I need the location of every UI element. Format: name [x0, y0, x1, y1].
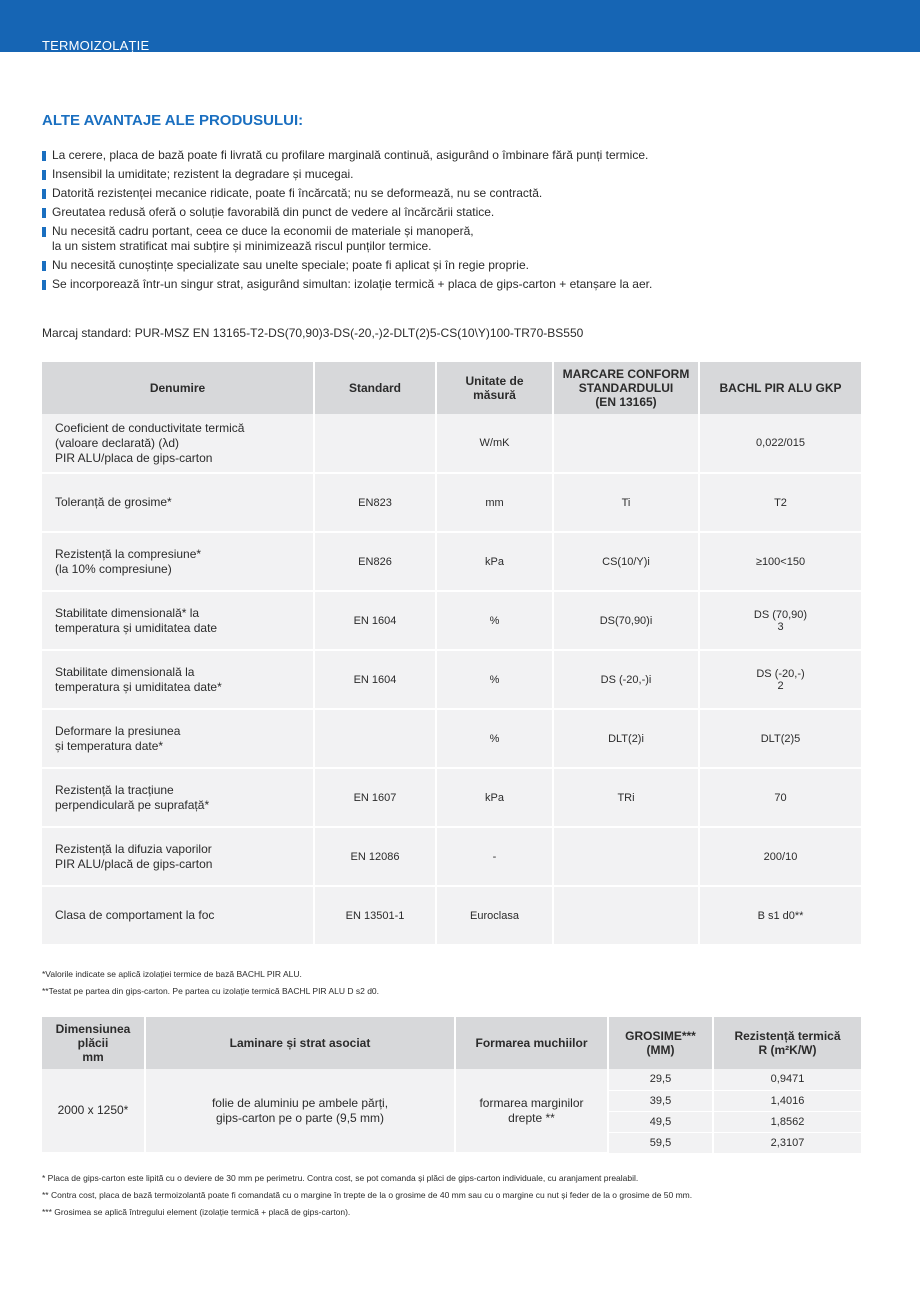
standard-cell: EN 1607 [314, 768, 436, 827]
column-header: Laminare și strat asociat [145, 1017, 455, 1069]
dimensions-table [42, 1017, 861, 1154]
value-cell: B s1 d0** [699, 886, 861, 945]
value-cell: DS (70,90) 3 [699, 591, 861, 650]
marking-cell: DLT(2)i [553, 709, 699, 768]
unit-cell: kPa [436, 532, 553, 591]
list-item: Nu necesită cunoștințe specializate sau unelte speciale; poate fi aplicat și în regie proprie. [42, 258, 652, 273]
lamination-cell: folie de aluminiu pe ambele părți, gips-carton pe o parte (9,5 mm) [145, 1069, 455, 1153]
unit-cell: kPa [436, 768, 553, 827]
table-header-row [42, 362, 861, 414]
column-header: Unitate de măsură [436, 362, 553, 414]
standard-cell: EN823 [314, 473, 436, 532]
property-name-cell: Stabilitate dimensională* la temperatura și umiditatea date [42, 591, 314, 650]
property-name-cell: Toleranță de grosime* [42, 473, 314, 532]
footnote: **Testat pe partea din gips-carton. Pe partea cu izolație termică BACHL PIR ALU D s2 d0. [42, 986, 380, 996]
advantages-list [42, 148, 652, 296]
property-name-cell: Stabilitate dimensională la temperatura și umiditatea date* [42, 650, 314, 709]
properties-table [42, 362, 861, 946]
footnote: *Valorile indicate se aplică izolației termice de bază BACHL PIR ALU. [42, 969, 302, 979]
property-name-cell: Rezistență la tracțiune perpendiculară pe suprafață* [42, 768, 314, 827]
column-header: Dimensiunea plăcii mm [42, 1017, 145, 1069]
marking-cell: CS(10/Y)i [553, 532, 699, 591]
standard-cell: EN 1604 [314, 591, 436, 650]
marking-cell [553, 414, 699, 473]
list-item: Se incorporează într-un singur strat, asigurând simultan: izolație termică + placa de gips-carton + etanșare la aer. [42, 277, 652, 292]
standard-cell: EN 13501-1 [314, 886, 436, 945]
standard-cell: EN 1604 [314, 650, 436, 709]
column-header: Denumire [42, 362, 314, 414]
unit-cell: W/mK [436, 414, 553, 473]
properties-notes [42, 966, 379, 1000]
column-header: Formarea muchiilor [455, 1017, 608, 1069]
unit-cell: % [436, 591, 553, 650]
footnote: *** Grosimea se aplică întregului element (izolație termică + placă de gips-carton). [42, 1207, 351, 1217]
marking-cell: Ti [553, 473, 699, 532]
property-name-cell: Deformare la presiunea și temperatura date* [42, 709, 314, 768]
column-header: MARCARE CONFORM STANDARDULUI (EN 13165) [553, 362, 699, 414]
resistance-cell: 0,9471 [713, 1069, 861, 1090]
resistance-cell: 2,3107 [713, 1132, 861, 1153]
property-name-cell: Coeficient de conductivitate termică (valoare declarată) (λd) PIR ALU/placa de gips-carton [42, 414, 314, 473]
unit-cell: - [436, 827, 553, 886]
marking-cell [553, 827, 699, 886]
value-cell: DS (-20,-) 2 [699, 650, 861, 709]
unit-cell: mm [436, 473, 553, 532]
list-item: Nu necesită cadru portant, ceea ce duce la economii de materiale și manoperă, la un sistem stratificat mai subțire și minimizează riscul punților termice. [42, 224, 652, 254]
value-cell: ≥100<150 [699, 532, 861, 591]
dimensions-notes [42, 1170, 692, 1221]
marking-cell: TRi [553, 768, 699, 827]
edges-cell: formarea marginilor drepte ** [455, 1069, 608, 1153]
table-row [42, 768, 861, 827]
marking-cell: DS(70,90)i [553, 591, 699, 650]
property-name-cell: Rezistență la compresiune* (la 10% compresiune) [42, 532, 314, 591]
thickness-cell: 59,5 [608, 1132, 713, 1153]
value-cell: T2 [699, 473, 861, 532]
unit-cell: % [436, 709, 553, 768]
thickness-cell: 39,5 [608, 1090, 713, 1111]
table-row [42, 1069, 861, 1090]
list-item: Datorită rezistenței mecanice ridicate, poate fi încărcată; nu se deformează, nu se contractă. [42, 186, 652, 201]
thickness-cell: 49,5 [608, 1111, 713, 1132]
table-row [42, 473, 861, 532]
list-item: La cerere, placa de bază poate fi livrată cu profilare marginală continuă, asigurând o îmbinare fără punți termice. [42, 148, 652, 163]
standard-cell [314, 414, 436, 473]
footnote: ** Contra cost, placa de bază termoizolantă poate fi comandată cu o margine în trepte de la o grosime de 40 mm sau cu o margine cu nut și feder de la o grosime de 50 mm. [42, 1190, 693, 1200]
value-cell: DLT(2)5 [699, 709, 861, 768]
table-row [42, 591, 861, 650]
table-row [42, 414, 861, 473]
standard-cell [314, 709, 436, 768]
column-header: GROSIME*** (MM) [608, 1017, 713, 1069]
standard-marking: Marcaj standard: PUR-MSZ EN 13165-T2-DS(70,90)3-DS(-20,-)2-DLT(2)5-CS(10\Y)100-TR70-BS550 [42, 326, 584, 340]
table-row [42, 827, 861, 886]
property-name-cell: Clasa de comportament la foc [42, 886, 314, 945]
top-bar [0, 0, 920, 52]
unit-cell: % [436, 650, 553, 709]
resistance-cell: 1,8562 [713, 1111, 861, 1132]
value-cell: 70 [699, 768, 861, 827]
column-header: Rezistență termică R (m²K/W) [713, 1017, 861, 1069]
marking-cell [553, 886, 699, 945]
list-item: Greutatea redusă oferă o soluție favorabilă din punct de vedere al încărcării statice. [42, 205, 652, 220]
value-cell: 0,022/015 [699, 414, 861, 473]
standard-cell: EN826 [314, 532, 436, 591]
standard-cell: EN 12086 [314, 827, 436, 886]
footnote: * Placa de gips-carton este lipită cu o deviere de 30 mm pe perimetru. Contra cost, se pot comanda și plăci de gips-carton individuale, cu aranjament prealabil. [42, 1173, 639, 1183]
table-row [42, 532, 861, 591]
marking-cell: DS (-20,-)i [553, 650, 699, 709]
column-header: BACHL PIR ALU GKP [699, 362, 861, 414]
resistance-cell: 1,4016 [713, 1090, 861, 1111]
column-header: Standard [314, 362, 436, 414]
unit-cell: Euroclasa [436, 886, 553, 945]
table-row [42, 650, 861, 709]
list-item: Insensibil la umiditate; rezistent la degradare și mucegai. [42, 167, 652, 182]
table-row [42, 886, 861, 945]
section-title: TERMOIZOLAȚIE [42, 38, 150, 53]
plate-size-cell: 2000 x 1250* [42, 1069, 145, 1153]
thickness-cell: 29,5 [608, 1069, 713, 1090]
table-header-row [42, 1017, 861, 1069]
advantages-heading: ALTE AVANTAJE ALE PRODUSULUI: [42, 112, 304, 129]
value-cell: 200/10 [699, 827, 861, 886]
table-row [42, 709, 861, 768]
property-name-cell: Rezistență la difuzia vaporilor PIR ALU/placă de gips-carton [42, 827, 314, 886]
